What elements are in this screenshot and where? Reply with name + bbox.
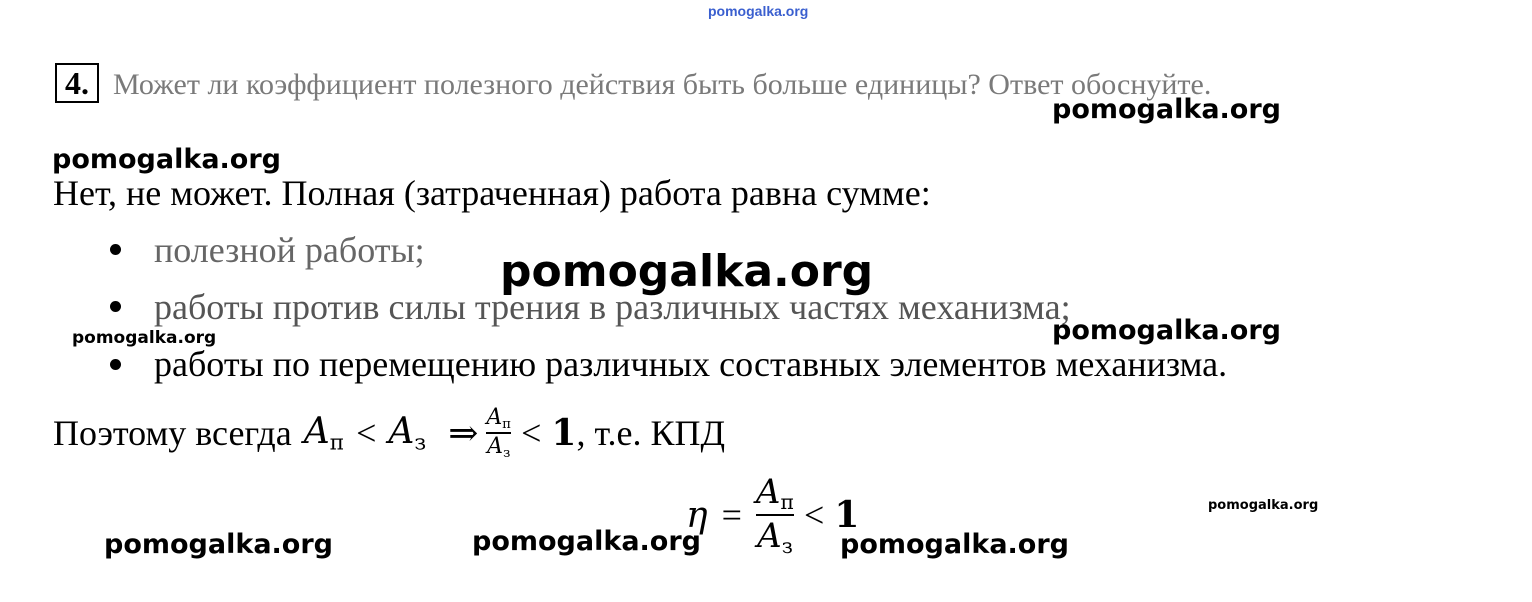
task-number-label: 4 — [65, 65, 81, 101]
bullet-icon — [110, 301, 121, 312]
watermark: pomogalka.org — [1208, 498, 1319, 513]
watermark: pomogalka.org — [472, 526, 701, 557]
task-number: 4. — [55, 63, 99, 103]
equals-sign: = — [721, 495, 742, 536]
conclusion-prefix: Поэтому всегда — [53, 412, 292, 453]
formula-az: $A_з$ — [388, 410, 427, 456]
task-question: Может ли коэффициент полезного действия быть больше единицы? Ответ обоснуйте. — [113, 68, 1212, 101]
less-than-sign: < — [804, 495, 825, 536]
conclusion-line — [53, 405, 725, 461]
answer-intro: Нет, не может. Полная (затраченная) работа равна сумме: — [53, 173, 931, 213]
bullet-icon — [110, 244, 121, 255]
one-value: 1 — [834, 494, 860, 537]
watermark: pomogalka.org — [840, 529, 1069, 560]
implies-sign: ⇒ — [448, 412, 479, 453]
watermark: pomogalka.org — [104, 529, 333, 560]
one-value: 1 — [551, 411, 577, 454]
watermark: pomogalka.org — [52, 144, 281, 175]
watermark-top: pomogalka.org — [708, 3, 809, 19]
fraction-large: $\frac{A_п}{A_з}$ — [755, 472, 795, 559]
fraction-small: $\frac{A_п}{A_з}$ — [486, 405, 512, 461]
watermark: pomogalka.org — [1052, 315, 1281, 346]
less-than-sign: < — [356, 412, 377, 453]
watermark: pomogalka.org — [72, 328, 217, 348]
efficiency-formula — [686, 472, 859, 558]
bullet-item: работы против силы трения в различных частях механизма; — [154, 287, 1071, 327]
eta-symbol: η — [686, 494, 708, 536]
watermark: pomogalka.org — [1052, 94, 1281, 125]
bullet-icon — [110, 359, 121, 370]
watermark: pomogalka.org — [500, 246, 874, 297]
bullet-item: полезной работы; — [154, 230, 425, 270]
bullet-item: работы по перемещению различных составных элементов механизма. — [154, 344, 1228, 384]
conclusion-suffix: , т.е. КПД — [576, 412, 726, 453]
formula-ap: $A_п$ — [303, 410, 345, 456]
less-than-sign: < — [521, 412, 542, 453]
